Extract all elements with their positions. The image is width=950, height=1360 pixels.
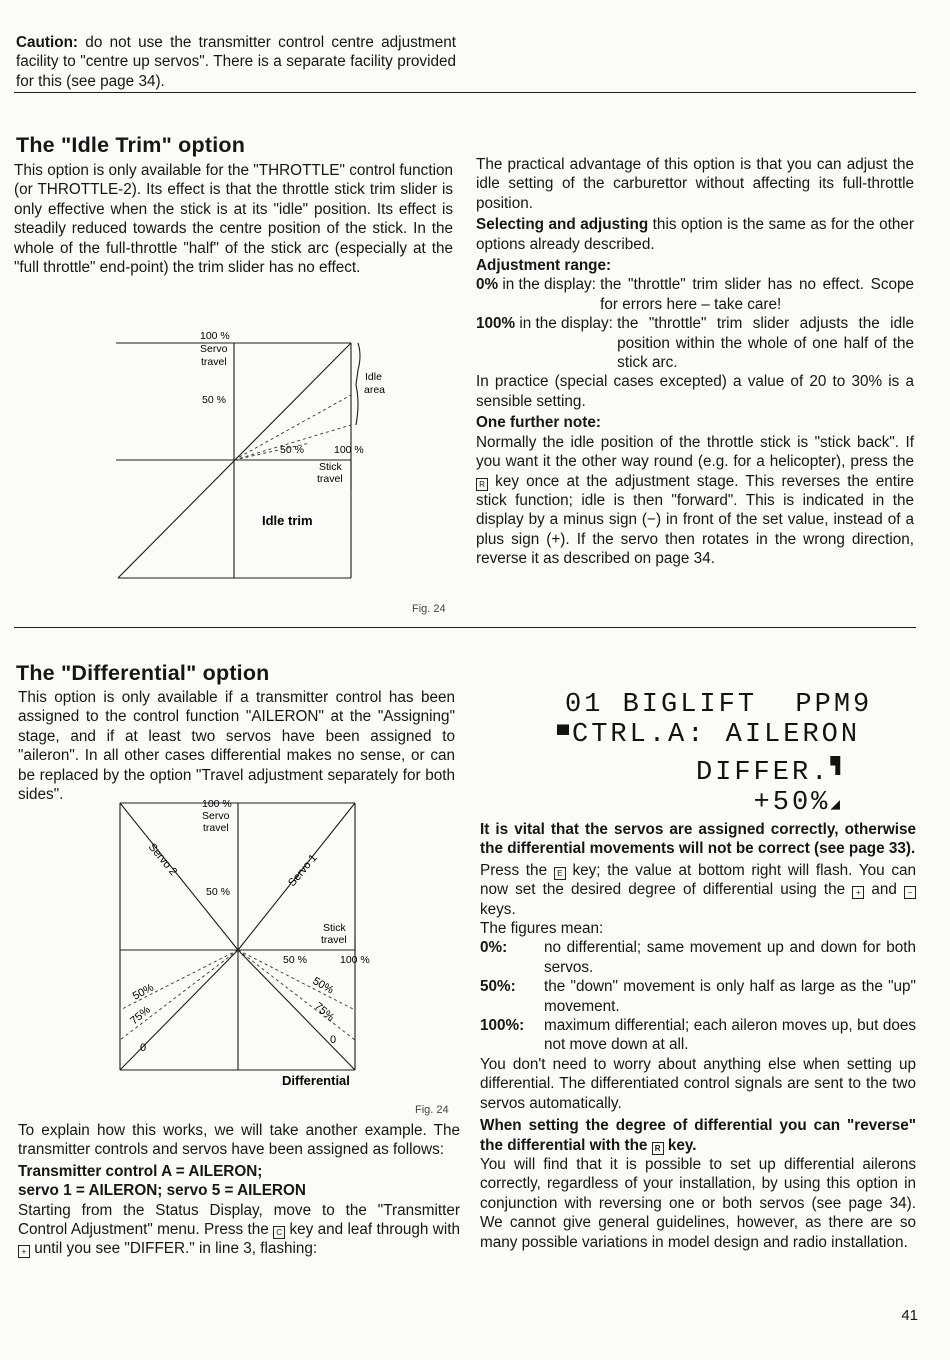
servo1-label: Servo 1 [286, 852, 320, 889]
meaning-100-item [480, 1016, 916, 1055]
selecting-bold: Selecting and adjusting [476, 216, 649, 234]
differential-intro: This option is only available if a transmitter control has been assigned to the control function "AILERON" at the "Assigning" stage, and if at least two servos have been assigned to "aileron". In all other cases differential makes no sense, or can be replaced by the option "Travel adjustment separately for both sides". [18, 689, 455, 804]
press-text-c: and [864, 881, 904, 899]
lcd-line-2-row: ▀CTRL.A: AILERON [557, 720, 861, 750]
lcd-line-4-row: +50%◢ [753, 788, 843, 818]
dfig-travel-label: travel [203, 822, 229, 834]
idle-trim-intro: This option is only available for the "THROTTLE" control function (or THROTTLE-2). Its effect is that the throttle stick trim slider is only effective when the stick is at its "idle" position. Its effect is steadily reduced towards the centre position of the stick. In the whole of the full-throttle "half" of the stick arc (especially at the "full throttle" end-point) the trim slider has no effect. [14, 162, 453, 277]
range-100-item [476, 314, 914, 372]
idle-trim-right-column [476, 155, 914, 569]
differential-title: The "Differential" option [16, 661, 270, 685]
plus-key-icon: + [18, 1245, 30, 1258]
range-0-def: the "throttle" trim slider has no effect. Scope for errors here – take care! [600, 276, 914, 313]
dfig-servo-50-label: 50 % [206, 886, 230, 898]
press-text-a: Press the [480, 861, 554, 879]
explain-paragraph: To explain how this works, we will take another example. The transmitter controls and servos have been assigned as follows: [18, 1122, 460, 1159]
plus-key-icon-2: + [852, 886, 864, 899]
fig-caption: Fig. 24 [412, 603, 446, 615]
idle-area-brace [356, 343, 360, 425]
reverse-text-a: When setting the degree of differential you can "reverse" the differential with the [480, 1117, 916, 1154]
final-paragraph: You will find that it is possible to set up differential ailerons correctly, regardless of your installation, by using this option in conjunction with reversing one or both servos (see page 34). We cannot give general guidelines, however, as there are so many possible variations in model design and radio installation. [480, 1155, 916, 1251]
differential-right-column [480, 820, 916, 1252]
caution-label: Caution: [16, 34, 79, 51]
lcd-line-4: +50% [753, 788, 831, 818]
fig-stick-label: Stick [319, 461, 342, 473]
caution-paragraph [16, 33, 456, 91]
fig-name-label: Idle trim [262, 513, 313, 528]
range-100-term: 100% [476, 315, 516, 333]
start-text-a: Starting from the Status Display, move to the "Transmitter Control Adjustment" menu. Press the [18, 1201, 460, 1239]
selecting-rest: this option is the same as for the other options already described. [476, 216, 914, 253]
lcd-line-3: DIFFER. [695, 758, 831, 788]
start-paragraph [18, 1201, 460, 1259]
meaning-50-term: 50%: [480, 978, 516, 996]
note-text-b: key once at the adjustment stage. This reverses the entire stick function; idle is then "forward". This is indicated in the display by a minus sign (−) in front of the set value, instead of a plus sign (+). If the servo then rotates in the wrong direction, reverse it as described on page 34. [476, 472, 914, 568]
fig-servo-label: Servo [200, 343, 228, 355]
right-75-label: 75% [311, 1000, 337, 1024]
range-0-mid: in the display: [498, 276, 601, 294]
fig-servo-100-label: 100 % [200, 330, 230, 342]
reverse-text-b: key. [663, 1136, 697, 1154]
right-0-label: 0 [330, 1034, 337, 1046]
meaning-100-term: 100%: [480, 1017, 525, 1035]
fig-area-label: area [364, 384, 386, 396]
differential-left-lower [18, 1121, 460, 1259]
differential-figure [110, 795, 460, 1120]
meaning-0-term: 0%: [480, 939, 508, 957]
meaning-50-def: the "down" movement is only half as large as the "up" movement. [544, 978, 916, 1015]
idle-trim-figure [110, 325, 460, 617]
reverse-key-icon: R [476, 478, 488, 491]
dfig-caption: Fig. 24 [415, 1104, 449, 1116]
e-key-icon: E [554, 867, 566, 880]
dfig-stick-100-label: 100 % [340, 954, 370, 966]
practice-paragraph: In practice (special cases excepted) a value of 20 to 30% is a sensible setting. [476, 373, 914, 410]
dfig-stick-travel-label: travel [321, 934, 347, 946]
caution-text: do not use the transmitter control centre adjustment facility to "centre up servos". There is a separate facility provided for this (see page 34). [16, 34, 456, 90]
section-divider [14, 92, 916, 93]
press-text-d: keys. [480, 900, 516, 918]
lcd-line-2: CTRL.A: AILERON [572, 720, 861, 750]
fig-stick-100-label: 100 % [334, 444, 364, 456]
range-0-term: 0% [476, 276, 499, 294]
lcd-display [557, 690, 873, 820]
section-divider-2 [14, 627, 916, 628]
meaning-100-def: maximum differential; each aileron moves up, but does not move down at all. [544, 1017, 916, 1054]
adjustment-range-heading: Adjustment range: [476, 257, 612, 275]
dfig-servo-label: Servo [202, 810, 230, 822]
fig-stick-travel-label: travel [317, 473, 343, 485]
note-text-a: Normally the idle position of the throttle stick is "stick back". If you want it the other way round (e.g. for a helicopter), press the [476, 433, 914, 471]
right-0-line [238, 950, 355, 1070]
start-text-c: until you see "DIFFER." in line 3, flashing: [30, 1240, 318, 1258]
dfig-name-label: Differential [282, 1073, 350, 1088]
lcd-line-1: 01 BIGLIFT PPM9 [565, 690, 873, 720]
range-100-def: the "throttle" trim slider adjusts the idle position within the whole of one half of the stick arc. [617, 315, 914, 372]
dfig-stick-50-label: 50 % [283, 954, 307, 966]
vital-paragraph: It is vital that the servos are assigned correctly, otherwise the differential movements will not be correct (see page 33). [480, 821, 916, 858]
range-0-item [476, 275, 914, 314]
assignment-line-1: Transmitter control A = AILERON; [18, 1162, 263, 1180]
assignment-line-2: servo 1 = AILERON; servo 5 = AILERON [18, 1182, 306, 1200]
selecting-paragraph [476, 215, 914, 254]
start-text-b: key and leaf through with [285, 1221, 460, 1239]
page-number: 41 [901, 1307, 918, 1324]
right-50-label: 50% [310, 975, 336, 997]
no-worry-paragraph: You don't need to worry about anything else when setting up differential. The differentiated control signals are sent to the two servos automatically. [480, 1055, 916, 1112]
left-0-label: 0 [140, 1042, 147, 1054]
fig-travel-label: travel [201, 356, 227, 368]
servo2-label: Servo 2 [145, 841, 180, 878]
range-100-mid: in the display: [515, 315, 618, 333]
left-75-label: 75% [128, 1003, 153, 1028]
left-50-label: 50% [130, 981, 156, 1003]
dfig-stick-label: Stick [323, 922, 346, 934]
lcd-line-3-row: DIFFER.▜ [695, 758, 843, 788]
further-note-heading: One further note: [476, 414, 601, 432]
figures-mean-line: The figures mean: [480, 920, 604, 938]
further-note-paragraph [476, 433, 914, 569]
fig-idle-label: Idle [365, 371, 382, 383]
c-key-icon: C [273, 1226, 285, 1239]
idle-trim-title: The "Idle Trim" option [16, 133, 246, 157]
meaning-0-item [480, 938, 916, 977]
meaning-50-item [480, 977, 916, 1016]
minus-key-icon: − [904, 886, 916, 899]
idle-advantage-paragraph: The practical advantage of this option is that you can adjust the idle setting of the carburettor without affecting its full-throttle position. [476, 156, 914, 212]
meaning-0-def: no differential; same movement up and down for both servos. [544, 939, 916, 976]
fig-servo-50-label: 50 % [202, 394, 226, 406]
press-text-b: key; the value at bottom right will flash. You can now set the desired degree of differential using the [480, 861, 916, 899]
press-paragraph [480, 861, 916, 919]
dfig-servo-100-label: 100 % [202, 798, 232, 810]
fig-stick-50-label: 50 % [280, 444, 304, 456]
reverse-key-icon-2: R [652, 1142, 664, 1155]
reverse-paragraph [480, 1116, 916, 1155]
